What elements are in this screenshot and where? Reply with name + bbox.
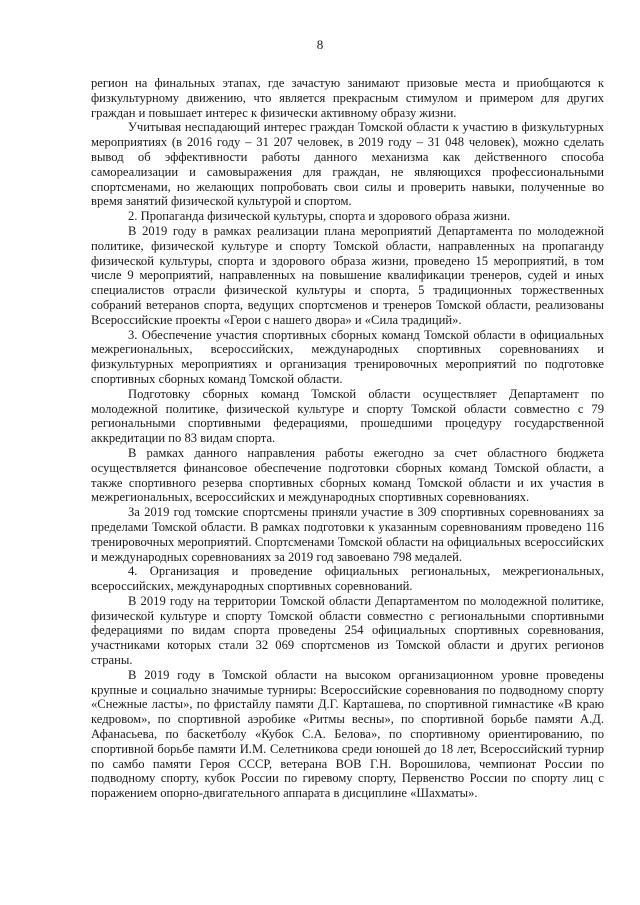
paragraph-competitions-count: В 2019 году на территории Томской области Департаментом по молодежной политике, физической культуре и спорту Томской области совместно с региональными спортивными федерациями по видам спорта проведены 254 официальных спортивных соревнования, участниками которых стали 32 069 спортсменов из Томской области и других регионов страны.: [91, 593, 604, 668]
section-heading-teams: 3. Обеспечение участия спортивных сборных команд Томской области в официальных межрегиональных, всероссийских, международных спортивных соревнованиях и физкультурных мероприятиях и организация тренировочных мероприятий по подготовке спортивных сборных команд Томской области.: [91, 327, 604, 386]
paragraph-results-2019: За 2019 год томские спортсмены приняли участие в 309 спортивных соревнованиях за пределами Томской области. В рамках подготовки к указанным соревнованиям проведено 116 тренировочных мероприятий. Спортсменами Томской области на официальных всероссийских и международных соревнованиях за 2019 год завоевано 798 медалей.: [91, 505, 604, 564]
page-number: 8: [316, 37, 324, 52]
paragraph-financing: В рамках данного направления работы ежегодно за счет областного бюджета осуществляется финансовое обеспечение подготовки сборных команд Томской области, а также спортивного резерва спортивных сборных команд Томской области и их участия в межрегиональных, всероссийских и международных спортивных соревнованиях.: [91, 445, 604, 505]
section-heading-competitions: 4. Организация и проведение официальных региональных, межрегиональных, всероссийских, международных спортивных соревнований.: [91, 564, 604, 594]
paragraph-propaganda-events: В 2019 году в рамках реализации плана мероприятий Департамента по молодежной политике, физической культуре и спорту Томской области, направленных на пропаганду физической культуры, спорта и здорового образа жизни, проведено 15 мероприятий, в том числе 9 мероприятий, направленных на повышение квалификации тренеров, судей и иных специалистов отрасли физической культуры и спорта, 5 традиционных торжественных собраний ветеранов спорта, ведущих спортсменов и тренеров Томской области, реализованы Всероссийские проекты «Герои с нашего двора» и «Сила традиций».: [91, 223, 604, 327]
section-heading-propaganda: 2. Пропаганда физической культуры, спорта и здорового образа жизни.: [128, 209, 511, 224]
paragraph-team-preparation: Подготовку сборных команд Томской области осуществляет Департамент по молодежной политике, физической культуре и спорту Томской области совместно с 79 региональными спортивными федерациями, прошедшими процедуру государственной аккредитации по 83 видам спорта.: [91, 386, 604, 446]
paragraph-tournaments: В 2019 году в Томской области на высоком организационном уровне проведены крупные и социально значимые турниры: Всероссийские соревнования по подводному спорту «Снежные ласты», по фристайлу памяти Д.Г. Карташева, по спортивной гимнастике «В краю кедровом», по спортивной аэробике «Ритмы весны», по спортивной борьбе памяти А.Д. Афанасьева, по баскетболу «Кубок С.А. Белова», по спортивному ориентированию, по спортивной борьбе памяти И.М. Селетникова среди юношей до 18 лет, Всероссийский турнир по самбо памяти Героя СССР, ветерана ВОВ Г.Н. Ворошилова, чемпионат России по подводному спорту, кубок России по гиревому спорту, Первенство России по спорту лиц с поражением опорно-двигательного аппарата в дисциплине «Шахматы».: [91, 667, 604, 801]
document-body: [91, 76, 604, 801]
paragraph-continuation: регион на финальных этапах, где зачастую занимают призовые места и приобщаются к физкультурному движению, что является прекрасным стимулом и примером для других граждан и повышает интерес к физически активному образу жизни.: [91, 76, 604, 120]
paragraph-participation-interest: Учитывая неспадающий интерес граждан Томской области к участию в физкультурных мероприятиях (в 2016 году – 31 207 человек, в 2019 году – 31 048 человек), можно сделать вывод об эффективности работы данного механизма как действенного способа самореализации и самовыражения для граждан, не являющихся профессиональными спортсменами, но желающих попробовать свои силы и проверить навыки, полученные во время занятий физической культурой и спортом.: [91, 120, 604, 209]
